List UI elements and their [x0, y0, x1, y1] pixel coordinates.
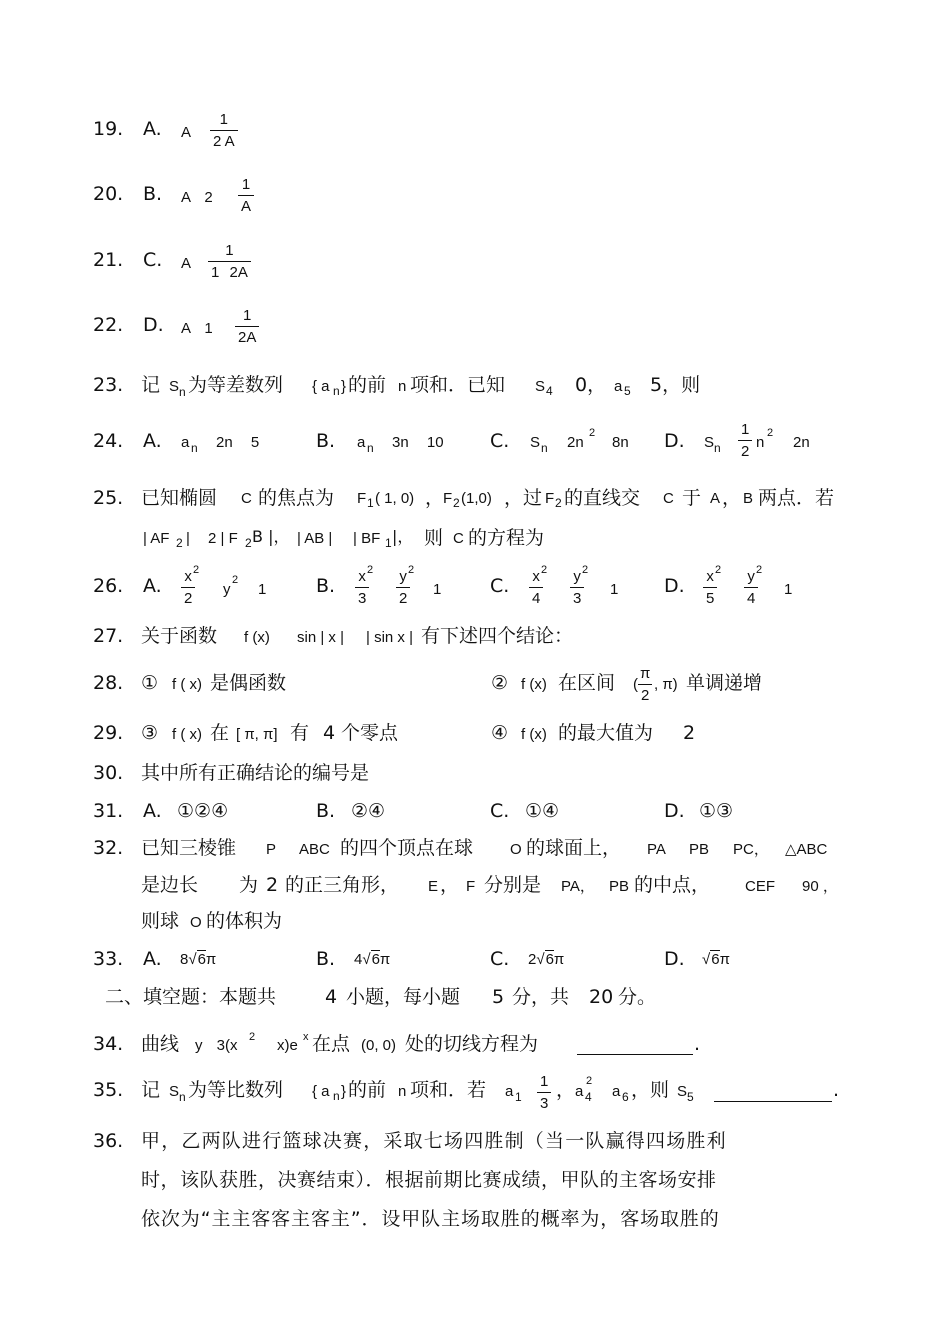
subscript: n — [367, 441, 374, 455]
question-31 — [0, 796, 950, 836]
text: ，则 — [631, 1079, 670, 1101]
text: 项和．已知 — [410, 374, 506, 396]
superscript: 2 — [767, 427, 774, 439]
option-c-label: C. — [490, 575, 510, 597]
question-24 — [0, 422, 950, 462]
text: 分别是 — [484, 874, 542, 896]
question-32-line-3 — [0, 907, 950, 947]
subscript: 5 — [624, 384, 631, 398]
text: 记 — [141, 374, 161, 396]
text: 为等比数列 — [188, 1079, 284, 1101]
symbol: O — [510, 841, 522, 858]
text: 分，共 — [512, 986, 570, 1008]
text: . — [694, 1033, 701, 1055]
symbol: C — [663, 490, 674, 507]
fraction — [210, 112, 238, 149]
expr: A 1 — [181, 320, 213, 337]
text: 的四个顶点在球 — [340, 837, 474, 859]
expr: A — [181, 124, 192, 141]
text: 为 — [239, 874, 259, 896]
fraction — [235, 308, 259, 345]
text: 是偶函数 — [210, 672, 287, 694]
symbol: F — [466, 878, 476, 895]
numerator: 1 — [241, 176, 251, 193]
text: 20 — [589, 986, 614, 1008]
superscript: 2 — [249, 1031, 256, 1043]
radicand: 6 — [197, 951, 206, 968]
symbol: B — [743, 490, 754, 507]
denominator: 2 A — [210, 130, 238, 149]
coefficient: 4 — [354, 951, 363, 968]
answer-blank[interactable] — [714, 1101, 832, 1102]
fraction — [637, 666, 653, 703]
superscript: x — [303, 1031, 309, 1043]
option-a-label: A. — [143, 430, 162, 452]
text: 4 — [325, 986, 338, 1008]
expr: , π) — [654, 676, 678, 693]
symbol: CEF — [745, 878, 775, 895]
question-23 — [0, 374, 950, 414]
denominator: 2 — [638, 684, 652, 703]
text: 有 — [290, 722, 310, 744]
question-number: 28. — [93, 672, 124, 694]
text: 于 — [682, 487, 702, 509]
question-number: 35. — [93, 1079, 124, 1101]
expr: | sin x | — [366, 629, 413, 646]
text: 则球 — [141, 910, 180, 932]
pi: π — [553, 951, 565, 968]
subscript: n — [179, 385, 186, 399]
text: 的焦点为 — [258, 487, 335, 509]
text: 在 — [210, 722, 230, 744]
option-a-label: A. — [143, 800, 162, 822]
question-number: 31. — [93, 800, 124, 822]
subscript: 6 — [622, 1090, 629, 1104]
text: 的中点， — [634, 874, 711, 896]
option-c-label: C. — [490, 800, 510, 822]
option-d-label: D. — [664, 800, 685, 822]
text: ，过 — [504, 487, 543, 509]
superscript: 2 — [586, 1075, 593, 1087]
numerator: x — [532, 568, 540, 585]
symbol: PA， — [561, 878, 595, 895]
subscript: 2 — [555, 496, 562, 510]
question-number: 30. — [93, 762, 124, 784]
text: 有下述四个结论： — [421, 625, 574, 647]
option-a-value: 8√6π — [180, 951, 217, 968]
symbol: a — [614, 378, 623, 395]
text: 2 — [683, 722, 696, 744]
expr: A 2 — [181, 189, 213, 206]
numerator: x — [358, 568, 366, 585]
question-number: 24. — [93, 430, 124, 452]
text: 5 — [492, 986, 505, 1008]
text: 分。 — [618, 986, 657, 1008]
symbol: { a — [312, 1083, 330, 1100]
superscript: 2 — [756, 564, 763, 576]
expr: x)e — [277, 1037, 298, 1054]
question-36-line-2 — [0, 1167, 950, 1207]
superscript: 2 — [408, 564, 415, 576]
option-a-label: A. — [143, 575, 162, 597]
option-a-label: A. — [143, 948, 162, 970]
expr: y 3(x — [195, 1037, 238, 1054]
question-number: 20. — [93, 183, 124, 205]
fraction — [537, 1074, 551, 1111]
question-22 — [0, 308, 950, 348]
symbol: F — [357, 490, 367, 507]
text: 4 — [323, 722, 336, 744]
text: 0， — [575, 374, 607, 396]
expr: 90 ， — [802, 878, 838, 895]
question-20 — [0, 177, 950, 217]
superscript: 2 — [367, 564, 374, 576]
symbol: P — [266, 841, 277, 858]
symbol: A — [710, 490, 721, 507]
expr: ( — [633, 676, 638, 693]
option-b-label: B. — [316, 948, 336, 970]
text: ， — [425, 487, 445, 509]
text: 二、填空题：本题共 — [105, 986, 277, 1008]
question-26 — [0, 565, 950, 613]
question-number: 26. — [93, 575, 124, 597]
option-c-label: C. — [490, 948, 510, 970]
superscript: 2 — [715, 564, 722, 576]
text: 其中所有正确结论的编号是 — [141, 762, 370, 784]
symbol: PB — [609, 878, 630, 895]
question-34 — [0, 1029, 950, 1069]
denominator: A — [238, 195, 254, 214]
subscript: 2 — [176, 536, 183, 550]
option-b-label: B. — [316, 430, 336, 452]
superscript: 2 — [193, 564, 200, 576]
text: 则 — [424, 527, 444, 549]
superscript: 2 — [589, 427, 596, 439]
text: 在点 — [312, 1033, 351, 1055]
question-35 — [0, 1074, 950, 1122]
text: ， — [722, 487, 742, 509]
text: 的直线交 — [564, 487, 641, 509]
superscript: 2 — [582, 564, 589, 576]
option-b-label: B. — [316, 575, 336, 597]
subscript: n — [714, 441, 721, 455]
question-30 — [0, 758, 950, 798]
circled-number: ③ — [141, 722, 159, 744]
expr: 2n — [567, 434, 584, 451]
fraction — [238, 177, 254, 214]
symbol: PA — [647, 841, 666, 858]
symbol: a — [575, 1083, 584, 1100]
expr: f ( x) — [172, 676, 202, 693]
option-b-value: 4√6π — [354, 951, 391, 968]
option-c-label: C. — [490, 430, 510, 452]
fraction — [208, 243, 251, 280]
numerator: 1 — [741, 421, 750, 438]
subscript: 4 — [546, 384, 553, 398]
expr: f (x) — [521, 726, 547, 743]
section-heading — [0, 984, 950, 1024]
symbol: a — [181, 434, 190, 451]
expr: | — [186, 530, 190, 547]
expr: | BF — [353, 530, 381, 547]
symbol: } — [341, 1083, 347, 1100]
pi: π — [379, 951, 391, 968]
option-c-value: 2√6π — [528, 951, 565, 968]
symbol: C — [241, 490, 252, 507]
denominator: 1 2A — [208, 261, 251, 280]
expr: 1 — [610, 581, 619, 598]
radicand: 6 — [371, 951, 380, 968]
question-number: 34. — [93, 1033, 124, 1055]
coordinate: (0, 0) — [361, 1037, 397, 1054]
text: 5，则 — [650, 374, 701, 396]
text: ， — [556, 1079, 576, 1101]
expr: f (x) — [521, 676, 547, 693]
numerator: π — [640, 665, 651, 682]
symbol: } — [341, 378, 347, 395]
text: |， — [392, 527, 414, 546]
option-d-value: ①③ — [699, 800, 734, 822]
question-number: 25. — [93, 487, 124, 509]
denominator: 3 — [355, 587, 369, 606]
numerator: y — [747, 568, 755, 585]
question-28 — [0, 664, 950, 712]
question-29 — [0, 718, 950, 758]
symbol: n — [756, 434, 765, 451]
expr: 3n 10 — [392, 434, 444, 451]
expr: 1 — [784, 581, 793, 598]
numerator: 1 — [540, 1073, 549, 1090]
option-a-value: ①②④ — [177, 800, 229, 822]
symbol: C — [453, 530, 464, 547]
numerator: 1 — [243, 307, 252, 324]
text: 甲，乙两队进行篮球决赛，采取七场四胜制（当一队赢得四场胜利 — [141, 1130, 727, 1152]
coefficient: 2 — [528, 951, 537, 968]
text: 处的切线方程为 — [405, 1033, 539, 1055]
question-25-line-2 — [0, 526, 950, 566]
denominator: 3 — [537, 1092, 551, 1111]
denominator: 3 — [570, 587, 584, 606]
question-36-line-3 — [0, 1206, 950, 1246]
expr: 2n 5 — [216, 434, 260, 451]
subscript: 1 — [367, 496, 374, 510]
expr: 1 — [433, 581, 442, 598]
question-number: 19. — [93, 118, 124, 140]
pi: π — [205, 951, 217, 968]
denominator: 4 — [744, 587, 758, 606]
subscript: n — [333, 384, 340, 398]
text: 关于函数 — [141, 625, 218, 647]
text: 个零点 — [341, 722, 399, 744]
symbol: S — [704, 434, 715, 451]
numerator: x — [184, 568, 192, 585]
question-number: 21. — [93, 249, 124, 271]
denominator: 5 — [703, 587, 717, 606]
text: 的正三角形， — [285, 874, 400, 896]
option-label: B. — [143, 183, 163, 205]
subscript: 4 — [585, 1090, 592, 1104]
denominator: 2 — [738, 440, 752, 459]
question-33 — [0, 945, 950, 985]
text: 的方程为 — [468, 527, 545, 549]
symbol: n — [398, 378, 407, 395]
fraction — [738, 422, 752, 459]
expr: 8n — [612, 434, 629, 451]
text: 的前 — [348, 374, 387, 396]
question-number: 29. — [93, 722, 124, 744]
text: 的体积为 — [206, 910, 283, 932]
symbol: E — [428, 878, 439, 895]
subscript: 5 — [687, 1090, 694, 1104]
symbol: S — [677, 1083, 688, 1100]
text: B |， — [252, 527, 290, 546]
denominator: 2 — [181, 587, 195, 606]
symbol: PB — [689, 841, 710, 858]
expr: A — [181, 255, 192, 272]
text: 单调递增 — [686, 672, 763, 694]
numerator: x — [706, 568, 714, 585]
text: 已知三棱锥 — [141, 837, 237, 859]
text: 在区间 — [558, 672, 616, 694]
symbol: F — [545, 490, 555, 507]
superscript: 2 — [232, 574, 239, 586]
text: 两点．若 — [758, 487, 835, 509]
expr: sin | x | — [297, 629, 344, 646]
text: 的前 — [348, 1079, 387, 1101]
option-d-label: D. — [664, 948, 685, 970]
question-36-line-1 — [0, 1128, 950, 1168]
subscript: n — [179, 1090, 186, 1104]
question-number: 36. — [93, 1130, 124, 1152]
text: 时，该队获胜，决赛结束）．根据前期比赛成绩，甲队的主客场安排 — [141, 1169, 717, 1191]
expr: f (x) — [244, 629, 270, 646]
text: ， — [440, 874, 460, 896]
text: 已知椭圆 — [141, 487, 218, 509]
symbol: ABC — [299, 841, 330, 858]
option-label: D. — [143, 314, 164, 336]
text: 2 — [266, 874, 279, 896]
numerator: 1 — [225, 242, 234, 259]
symbol: a — [612, 1083, 621, 1100]
question-number: 33. — [93, 948, 124, 970]
text: 的最大值为 — [558, 722, 654, 744]
subscript: n — [333, 1089, 340, 1103]
subscript: 1 — [385, 536, 392, 550]
symbol: a — [505, 1083, 514, 1100]
denominator: 4 — [529, 587, 543, 606]
question-25-line-1 — [0, 486, 950, 526]
symbol: O — [190, 914, 202, 931]
symbol: y — [223, 581, 231, 598]
answer-blank[interactable] — [577, 1054, 693, 1055]
text: 记 — [141, 1079, 161, 1101]
option-d-value: √6π — [702, 951, 730, 968]
text: 曲线 — [141, 1033, 180, 1055]
circled-number: ① — [141, 672, 159, 694]
option-d-label: D. — [664, 430, 685, 452]
subscript: n — [191, 441, 198, 455]
subscript: 2 — [453, 496, 460, 510]
coordinate: (1,0) — [461, 490, 492, 507]
text: 的球面上， — [526, 837, 622, 859]
expr: | AB | — [297, 530, 333, 547]
symbol: S — [169, 1083, 180, 1100]
expr: f ( x) — [172, 726, 202, 743]
expr: 2 | F — [208, 530, 238, 547]
interval: [ π, π] — [236, 726, 278, 743]
symbol: { a — [312, 378, 330, 395]
expr: 1 — [258, 581, 267, 598]
question-number: 23. — [93, 374, 124, 396]
symbol: △ABC — [785, 841, 828, 858]
pi: π — [719, 951, 730, 968]
text: . — [833, 1079, 840, 1101]
option-b-label: B. — [316, 800, 336, 822]
denominator: 2 — [396, 587, 410, 606]
text: 是边长 — [141, 874, 199, 896]
option-d-label: D. — [664, 575, 685, 597]
symbol: PC， — [733, 841, 769, 858]
symbol: n — [398, 1083, 407, 1100]
coordinate: ( 1, 0) — [375, 490, 415, 507]
question-32-line-2 — [0, 871, 950, 911]
question-32-line-1 — [0, 834, 950, 874]
circled-number: ② — [491, 672, 509, 694]
symbol: S — [169, 378, 180, 395]
option-c-value: ①④ — [525, 800, 560, 822]
radicand: 6 — [711, 951, 720, 968]
symbol: F — [443, 490, 453, 507]
radicand: 6 — [545, 951, 554, 968]
text: 小题，每小题 — [346, 986, 461, 1008]
subscript: n — [541, 441, 548, 455]
symbol: S — [535, 378, 546, 395]
expr: | AF — [143, 530, 170, 547]
question-21 — [0, 243, 950, 283]
text: 依次为“主主客客主客主”．设甲队主场取胜的概率为，客场取胜的 — [141, 1208, 720, 1230]
expr: 2n — [793, 434, 810, 451]
question-number: 27. — [93, 625, 124, 647]
coefficient: 8 — [180, 951, 189, 968]
numerator: y — [573, 568, 581, 585]
circled-number: ④ — [491, 722, 509, 744]
question-number: 22. — [93, 314, 124, 336]
subscript: 2 — [245, 536, 252, 550]
option-b-value: ②④ — [351, 800, 386, 822]
text: 为等差数列 — [188, 374, 284, 396]
symbol: S — [530, 434, 541, 451]
option-label: C. — [143, 249, 163, 271]
numerator: y — [399, 568, 407, 585]
question-27 — [0, 624, 950, 664]
denominator: 2A — [235, 326, 259, 345]
symbol: a — [357, 434, 366, 451]
question-number: 32. — [93, 837, 124, 859]
text: 项和．若 — [410, 1079, 487, 1101]
superscript: 2 — [541, 564, 548, 576]
question-19 — [0, 112, 950, 152]
subscript: 1 — [515, 1090, 522, 1104]
option-label: A. — [143, 118, 162, 140]
numerator: 1 — [219, 111, 229, 128]
